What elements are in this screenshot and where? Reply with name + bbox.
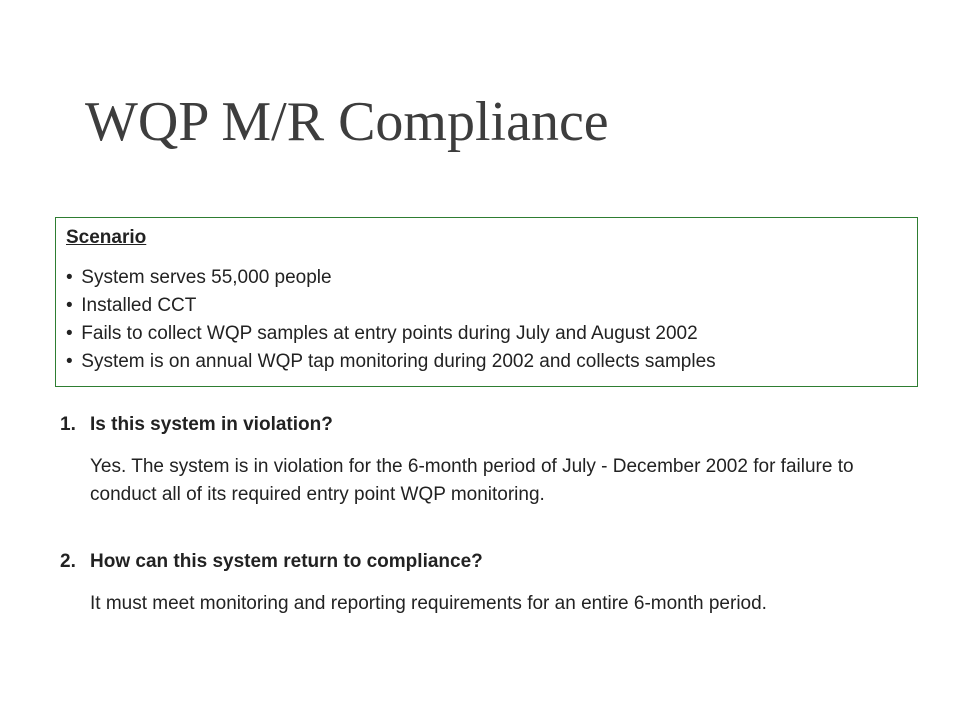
bullet-icon: •: [66, 267, 73, 288]
question-text: How can this system return to compliance?: [90, 551, 483, 572]
scenario-bullet: • System is on annual WQP tap monitoring during 2002 and collects samples: [66, 348, 907, 376]
scenario-bullet-list: [66, 264, 907, 376]
answer-2: It must meet monitoring and reporting requirements for an entire 6-month period.: [90, 593, 767, 614]
question-block-2: [60, 550, 880, 618]
question-1: [60, 413, 880, 437]
question-number: 2.: [60, 551, 76, 572]
question-number: 1.: [60, 414, 76, 435]
scenario-bullet: • Fails to collect WQP samples at entry points during July and August 2002: [66, 320, 907, 348]
bullet-icon: •: [66, 323, 73, 344]
bullet-icon: •: [66, 351, 73, 372]
scenario-bullet: • System serves 55,000 people: [66, 264, 907, 292]
scenario-bullet: • Installed CCT: [66, 292, 907, 320]
question-block-1: [60, 413, 880, 509]
bullet-icon: •: [66, 295, 73, 316]
answer-1: Yes. The system is in violation for the 6-month period of July - December 2002 for failure to conduct all of its required entry point WQP monitoring.: [90, 456, 854, 505]
question-2: [60, 550, 880, 574]
slide-title: WQP M/R Compliance: [85, 91, 609, 153]
scenario-heading: Scenario: [66, 227, 147, 248]
scenario-box: [55, 217, 918, 387]
question-text: Is this system in violation?: [90, 414, 333, 435]
